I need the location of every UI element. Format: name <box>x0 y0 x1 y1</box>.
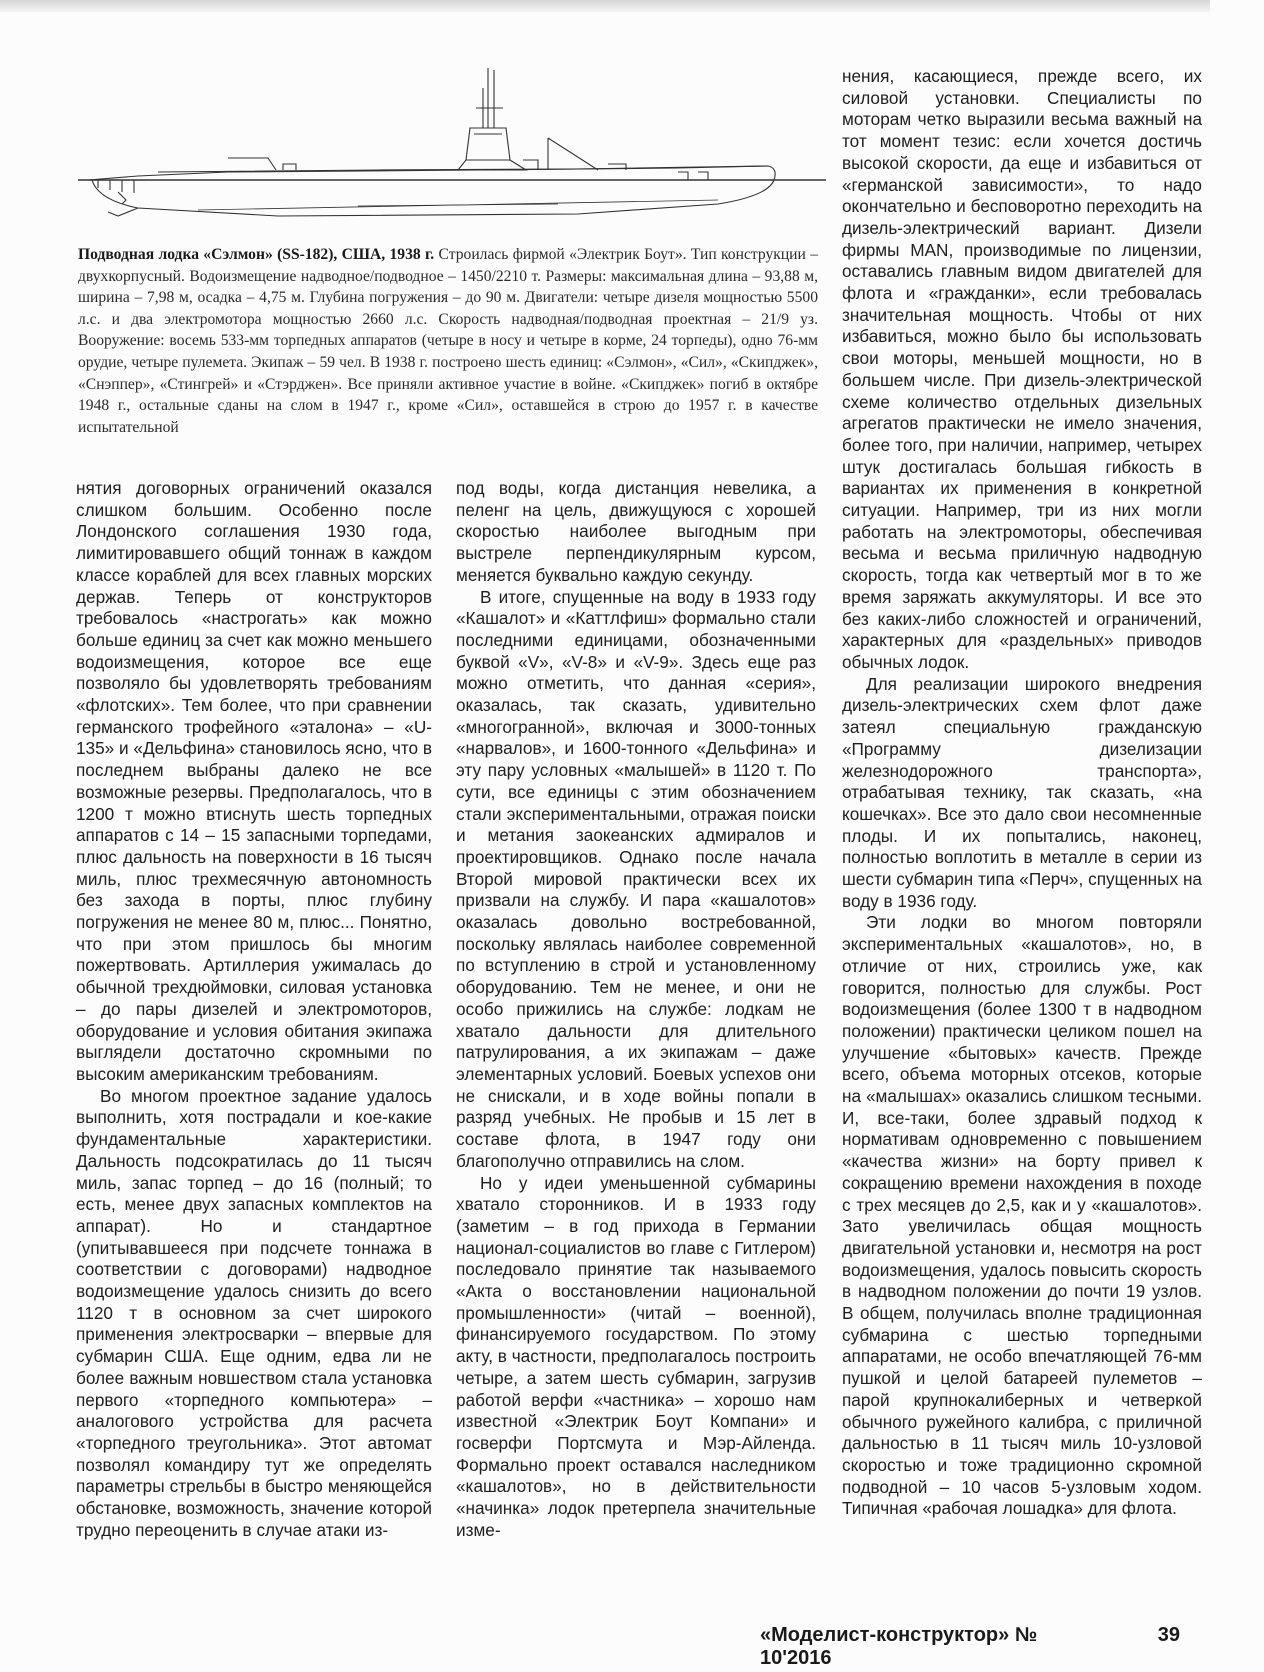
paragraph: Во многом проектное задание удалось выполнить, хотя пострадали и кое-какие фундаментальные характеристики. Дальность подсократилась до 11 тысяч миль, запас торпед – до 16 (полный; то есть, менее двух запасных комплектов на аппарат). Но и стандартное (упитывавшееся при подсчете тоннажа в соответствии с договорами) надводное водоизмещение удалось снизить до всего 1120 т в основном за счет широкого применения электросварки – впервые для субмарин США. Еще одним, едва ли не более важным новшеством стала установка первого «торпедного компьютера» – аналогового устройства для расчета «торпедного треугольника». Этот автомат позволял командиру тут же определять параметры стрельбы в быстро меняющейся обстановке, возможность, значение которой трудно переоценить в случае атаки из- <box>76 1085 432 1540</box>
figure-caption <box>78 244 818 438</box>
magazine-title: «Моделист-конструктор» № 10'2016 <box>760 1624 1038 1669</box>
caption-title: Подводная лодка «Сэлмон» (SS-182), США, 1938 г. <box>78 246 435 263</box>
paragraph: Для реализации широкого внедрения дизель-электрических схем флот даже затеял специальную гражданскую «Программу дизелизации железнодорожного транспорта», отрабатывая технику, так сказать, «на кошечках». Все это дало свои несомненные плоды. И их попытались, наконец, полностью воплотить в металле в серии из шести субмарин типа «Перч», спущенных на воду в 1936 году. <box>842 673 1202 911</box>
paragraph: нятия договорных ограничений оказался слишком большим. Особенно после Лондонского соглашения 1930 года, лимитировавшего общий тоннаж в каждом классе кораблей для всех главных морских держав. Теперь от конструкторов требовалось «настрогать» как можно больше единиц за счет как можно меньшего водоизмещения, которое все еще позволяло бы удовлетворять требованиям «флотских». Тем более, что при сравнении германского трофейного «эталона» – «U-135» и «Дельфина» становилось ясно, что в последнем выбраны далеко не все возможные резервы. Предполагалось, что в 1200 т можно втиснуть шесть торпедных аппаратов с 14 – 15 запасными торпедами, плюс дальность на поверхности в 16 тысяч миль, плюс трехмесячную автономность без захода в порты, плюс глубину погружения не менее 80 м, плюс... Понятно, что при этом пришлось бы многим пожертвовать. Артиллерия ужималась до обычной трехдюймовки, силовая установка – до пары дизелей и электромоторов, оборудование и условия обитания экипажа выглядели достаточно скромными по высоким американским требованиям. <box>76 478 433 1084</box>
page-number: 39 <box>1157 1624 1180 1646</box>
submarine-side-profile-icon <box>78 68 826 236</box>
paragraph: Но у идеи уменьшенной субмарины хватало сторонников. И в 1933 году (заметим – в год прихода в Германии национал-социалистов во главе с Гитлером) последовало принятие так называемого «Акта о восстановлении национальной промышленности» (читай – военной), финансируемого государством. По этому акту, в частности, предполагалось построить четыре, а затем шесть субмарин, загрузив работой верфи «частника» – хорошо нам известной «Электрик Боут Компани» и госверфи Портсмута и Мэр-Айленда. Формально проект оставался наследником «кашалотов», но в действительности «начинка» лодок претерпела значительные изме- <box>456 1172 816 1540</box>
paragraph: В итоге, спущенные на воду в 1933 году «Кашалот» и «Каттлфиш» формально стали последними единицами, обозначенными буквой «V», «V-8» и «V-9». Здесь еще раз можно отметить, что данная «серия», оказалась, так сказать, удивительно «многогранной», включая и 3000-тонных «нарвалов», и 1600-тонного «Дельфина» и эту пару условных «малышей» в 1120 т. По сути, все единицы с этим обозначением стали экспериментальными, отражая поиски и метания заокеанских адмиралов и проектировщиков. Однако после начала Второй мировой практически всех их призвали на службу. И пара «кашалотов» оказалась довольно востребованной, поскольку являлась наиболее современной по вступлению в строй и установленному оборудованию. Тем не менее, и они не особо прижились на службе: лодкам не хватало дальности для длительного патрулирования, а их экипажам – даже элементарных условий. Боевых успехов они не снискали, и в ходе войны попали в разряд учебных. Не пробыв и 15 лет в составе флота, в 1947 году они благополучно отправились на слом. <box>456 586 816 1171</box>
page-footer <box>760 1624 1180 1669</box>
article-column-3 <box>842 66 1202 1520</box>
top-edge-band <box>0 0 1210 12</box>
paragraph: Эти лодки во многом повторяли экспериментальных «кашалотов», но, в отличие от них, строились уже, как говорится, полностью для службы. Рост водоизмещения (более 1300 т в надводном положении) практически целиком пошел на улучшение «бытовых» качеств. Прежде всего, объема моторных отсеков, которые на «малышах» оказались слишком тесными. И, все-таки, более здравый подход к нормативам одновременно с повышением «качества жизни» на борту привел к сокращению времени нахождения в походе с трех месяцев до 2,5, как и у «кашалотов». Зато увеличилась общая мощность двигательной установки и, несмотря на рост водоизмещения, удалось повысить скорость в надводном положении до почти 19 узлов. В общем, получилась вполне традиционная субмарина с шестью торпедными аппаратами, не особо впечатляющей 76-мм пушкой и целой батареей пулеметов – парой крупнокалиберных и четверкой обычного ружейного калибра, с приличной дальностью в 11 тысяч миль 10-узловой скоростью и тоже традиционно скромной подводной – 10 часов 5-узловым ходом. Типичная «рабочая лошадка» для флота. <box>842 912 1202 1519</box>
article-column-1 <box>76 478 432 1541</box>
article-column-2 <box>456 478 816 1541</box>
caption-body: Строилась фирмой «Электрик Боут». Тип конструкции – двухкорпусный. Водоизмещение надводное/подводное – 1450/2210 т. Размеры: максимальная длина – 93,88 м, ширина – 7,98 м, осадка – 4,75 м. Глубина погружения – до 90 м. Двигатели: четыре дизеля мощностью 5500 л.с. и два электромотора мощностью 2660 л.с. Скорость надводная/подводная проектная – 21/9 уз. Вооружение: восемь 533-мм торпедных аппаратов (четыре в носу и четыре в корме, 24 торпеды), одно 76-мм орудие, четыре пулемета. Экипаж – 59 чел. В 1938 г. построено шесть единиц: «Сэлмон», «Сил», «Скипджек», «Снэппер», «Стингрей» и «Стэрджен». Все приняли активное участие в войне. «Скипджек» погиб в октябре 1948 г., остальные сданы на слом в 1947 г., кроме «Сил», оставшейся в строю до 1957 г. в качестве испытательной <box>78 246 818 436</box>
paragraph: нения, касающиеся, прежде всего, их силовой установки. Специалисты по моторам четко выразили весьма важный на тот момент тезис: если хочется достичь высокой скорости, да еще и избавиться от «германской зависимости», то надо окончательно и бесповоротно переходить на дизель-электрический вариант. Дизели фирмы MAN, производимые по лицензии, оставались главным видом двигателей для флота и «гражданки», если требовалась значительная мощность. Чтобы от них избавиться, можно было бы использовать свои моторы, меньшей мощности, но в большем числе. При дизель-электрической схеме количество отдельных дизельных агрегатов практически не имело значения, более того, при наличии, например, четырех штук достигалась большая гибкость в вариантах их применения в конкретной ситуации. Например, три из них могли работать на электромоторы, обеспечивая весьма и весьма приличную надводную скорость, тогда как четвертый мог в то же время заряжать аккумуляторы. И все это без каких-либо сложностей и ограничений, характерных для «раздельных» приводов обычных лодок. <box>842 66 1202 672</box>
paragraph: под воды, когда дистанция невелика, а пеленг на цель, движущуюся с хорошей скоростью наиболее выгодным при выстреле перпендикулярным курсом, меняется буквально каждую секунду. <box>456 478 816 585</box>
